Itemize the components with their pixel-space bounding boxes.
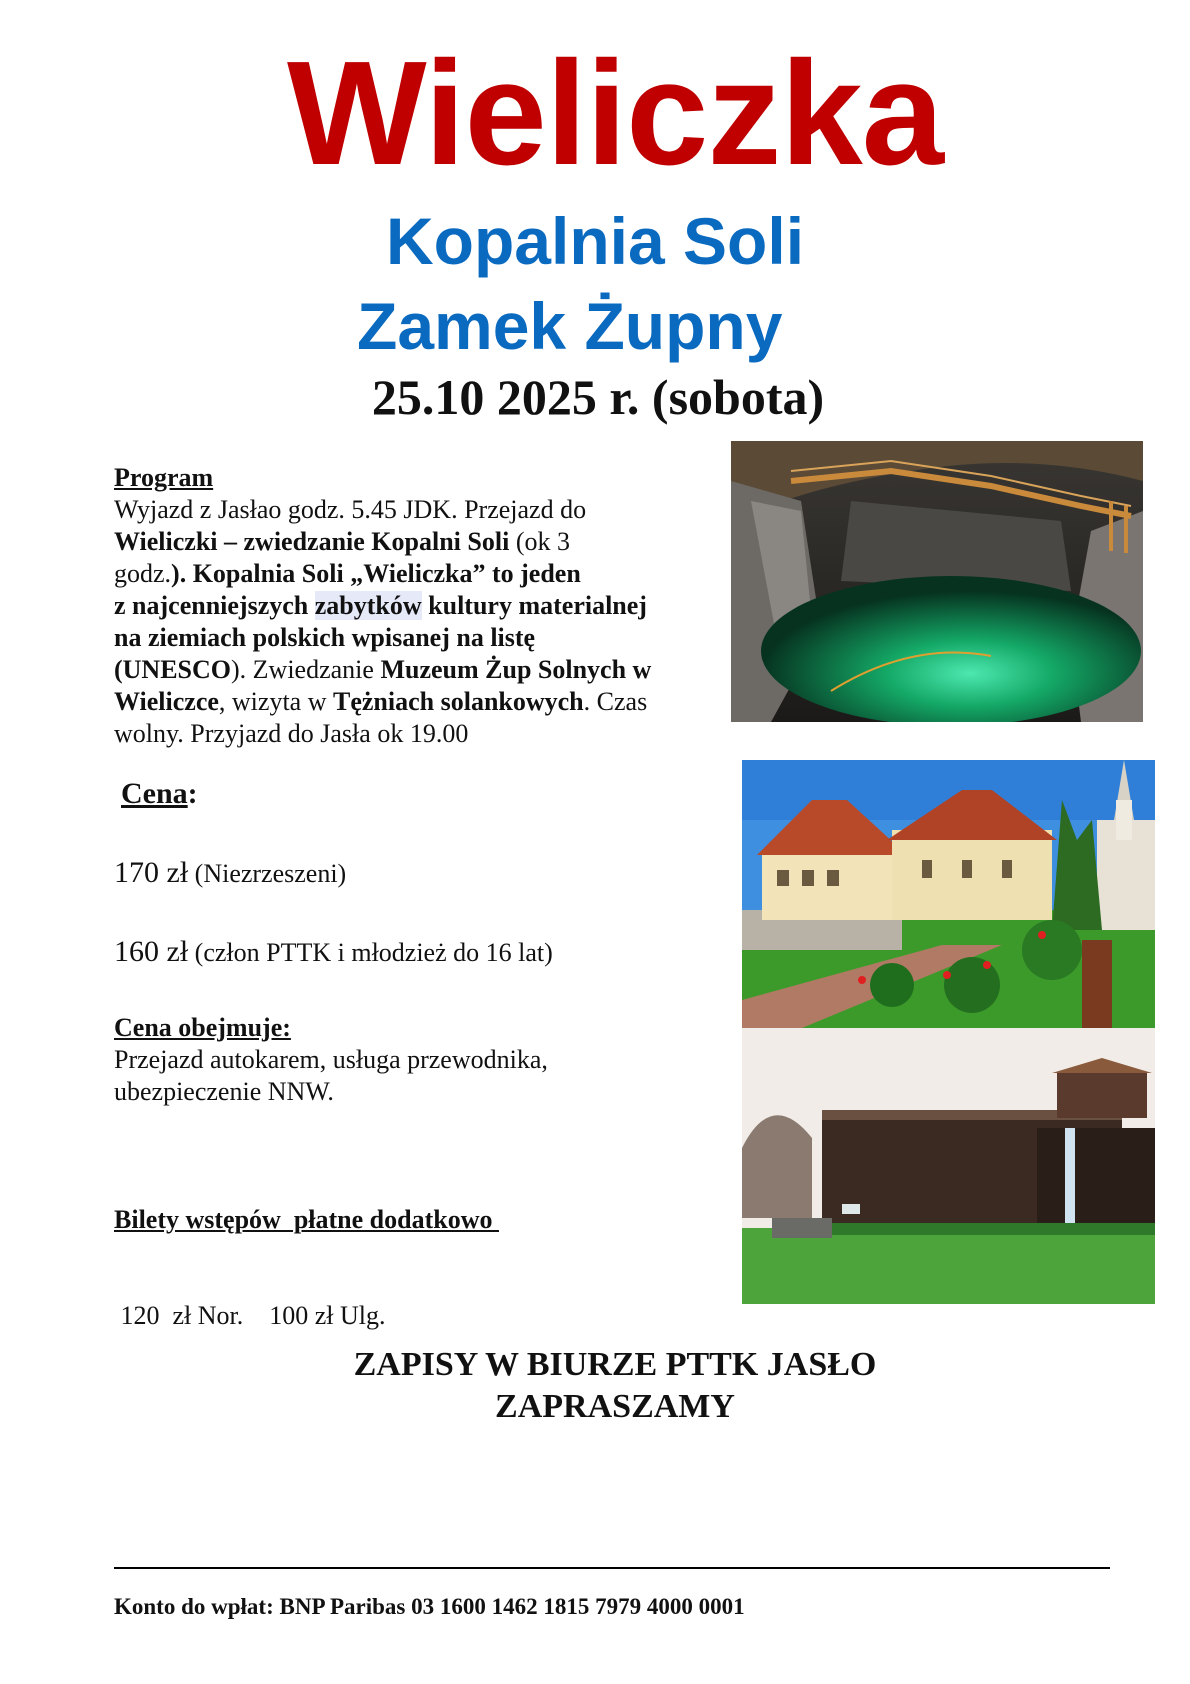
salt-mine-photo — [731, 441, 1143, 722]
price-heading: Cena: — [121, 777, 198, 810]
invite-line: ZAPRASZAMY — [495, 1388, 735, 1425]
signup-line: ZAPISY W BIURZE PTTK JASŁO — [353, 1346, 877, 1383]
subtitle-salt-mine: Kopalnia Soli — [386, 204, 805, 278]
footer-divider — [114, 1567, 1110, 1569]
program-line: Wyjazd z Jasłao godz. 5.45 JDK. Przejazd do — [114, 495, 587, 524]
includes-line: ubezpieczenie NNW. — [114, 1077, 334, 1106]
program-line: wolny. Przyjazd do Jasła ok 19.00 — [114, 719, 469, 748]
includes-section — [114, 1012, 548, 1108]
price-reduced: 160 zł (człon PTTK i młodzież do 16 lat) — [114, 935, 553, 968]
program-section — [114, 462, 734, 750]
tickets-heading: Bilety wstępów płatne dodatkowo — [114, 1205, 499, 1234]
includes-heading: Cena obejmuje: — [114, 1013, 291, 1042]
tickets-prices: 120 zł Nor. 100 zł Ulg. — [114, 1301, 386, 1330]
event-date: 25.10 2025 r. (sobota) — [371, 369, 825, 425]
signup-cta — [0, 1344, 1190, 1428]
program-line: godz.). Kopalnia Soli „Wieliczka” to jeden — [114, 559, 581, 588]
tickets-section — [114, 1140, 499, 1364]
program-line: na ziemiach polskich wpisanej na listę — [114, 623, 536, 652]
program-heading: Program — [114, 463, 214, 492]
castle-photo — [742, 760, 1155, 1028]
program-line: Wieliczce, wizyta w Tężniach solankowych. Czas — [114, 687, 648, 716]
price-regular: 170 zł (Niezrzeszeni) — [114, 856, 347, 889]
program-line: (UNESCO). Zwiedzanie Muzeum Żup Solnych w — [114, 655, 652, 684]
page-title: Wieliczka — [287, 31, 943, 196]
program-line: Wieliczki – zwiedzanie Kopalni Soli (ok 3 — [114, 527, 570, 556]
includes-line: Przejazd autokarem, usługa przewodnika, — [114, 1045, 548, 1074]
program-line: z najcenniejszych zabytków kultury materialnej — [114, 591, 647, 620]
graduation-tower-photo — [742, 1028, 1155, 1304]
bank-account: Konto do wpłat: BNP Paribas 03 1600 1462 1815 7979 4000 0001 — [114, 1594, 745, 1619]
subtitle-castle: Zamek Żupny — [357, 289, 783, 363]
